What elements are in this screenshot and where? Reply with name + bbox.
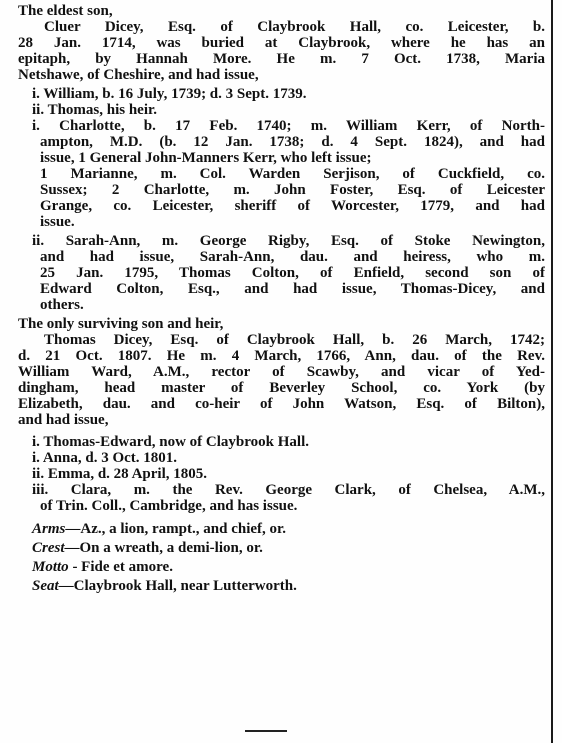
seat-text: —Claybrook Hall, near Lutterworth.	[58, 578, 297, 594]
text-line: i. Charlotte, b. 17 Feb. 1740; m. William Kerr, of North-	[32, 118, 545, 134]
text-line: issue, 1 General John-Manners Kerr, who left issue;	[40, 150, 372, 166]
list-item: i. Anna, d. 3 Oct. 1801.	[32, 450, 178, 466]
text-line: Netshawe, of Cheshire, and had issue,	[18, 67, 259, 83]
text-line: d. 21 Oct. 1807. He m. 4 March, 1766, Ann, dau. of the Rev.	[18, 348, 545, 364]
motto-line	[18, 558, 545, 577]
text-line: and had issue, Sarah-Ann, dau. and heiress, who m.	[40, 249, 545, 265]
charlotte-entry	[18, 118, 545, 230]
text-line: epitaph, by Hannah More. He m. 7 Oct. 1738, Maria	[18, 51, 545, 67]
text-line: issue.	[40, 214, 75, 230]
text-line: 28 Jan. 1714, was buried at Claybrook, where he has an	[18, 35, 545, 51]
text-line: Elizabeth, dau. and co-heir of John Watson, Esq. of Bilton),	[18, 396, 545, 412]
seat-line	[18, 577, 545, 596]
text-line: others.	[40, 297, 84, 313]
list-item: of Trin. Coll., Cambridge, and has issue.	[40, 498, 298, 514]
section-heading-surviving-son: The only surviving son and heir,	[18, 316, 224, 332]
text-line: Thomas Dicey, Esq. of Claybrook Hall, b. 26 March, 1742;	[44, 332, 545, 348]
motto-label: Motto	[32, 559, 69, 575]
genealogy-text	[18, 3, 545, 596]
text-line: dingham, head master of Beverley School, co. York (by	[18, 380, 545, 396]
heraldry-block	[18, 520, 545, 596]
text-line: Sussex; 2 Charlotte, m. John Foster, Esq. of Leicester	[40, 182, 545, 198]
sons-list	[18, 86, 545, 118]
column-rule	[551, 0, 553, 743]
text-line: William Ward, A.M., rector of Scawby, and vicar of Yed-	[18, 364, 545, 380]
motto-text: - Fide et amore.	[68, 559, 173, 575]
text-line: 25 Jan. 1795, Thomas Colton, of Enfield, second son of	[40, 265, 545, 281]
list-item: ii. Emma, d. 28 April, 1805.	[32, 466, 208, 482]
text-line: Edward Colton, Esq., and had issue, Thomas-Dicey, and	[40, 281, 545, 297]
cluer-dicey-paragraph	[18, 19, 545, 83]
arms-label: Arms	[32, 521, 66, 537]
crest-text: —On a wreath, a demi-lion, or.	[64, 540, 263, 556]
list-item: i. Thomas-Edward, now of Claybrook Hall.	[32, 434, 309, 450]
sarah-ann-entry	[18, 233, 545, 313]
text-line: and had issue,	[18, 412, 109, 428]
text-line: Grange, co. Leicester, sheriff of Worcester, 1779, and had	[40, 198, 545, 214]
crest-line	[18, 539, 545, 558]
section-heading-eldest-son: The eldest son,	[18, 3, 113, 19]
list-item: ii. Thomas, his heir.	[32, 102, 158, 118]
end-rule	[245, 730, 287, 732]
list-item: iii. Clara, m. the Rev. George Clark, of Chelsea, A.M.,	[32, 482, 545, 498]
seat-label: Seat	[32, 578, 59, 594]
text-line: ii. Sarah-Ann, m. George Rigby, Esq. of Stoke Newington,	[32, 233, 545, 249]
crest-label: Crest	[32, 540, 65, 556]
issue-list	[18, 434, 545, 514]
text-line: ampton, M.D. (b. 12 Jan. 1738; d. 4 Sept. 1824), and had	[40, 134, 545, 150]
arms-line	[18, 520, 545, 539]
arms-text: —Az., a lion, rampt., and chief, or.	[65, 521, 287, 537]
text-line: Cluer Dicey, Esq. of Claybrook Hall, co. Leicester, b.	[44, 19, 545, 35]
thomas-dicey-paragraph	[18, 332, 545, 428]
text-line: 1 Marianne, m. Col. Warden Serjison, of Cuckfield, co.	[40, 166, 545, 182]
list-item: i. William, b. 16 July, 1739; d. 3 Sept. 1739.	[32, 86, 307, 102]
